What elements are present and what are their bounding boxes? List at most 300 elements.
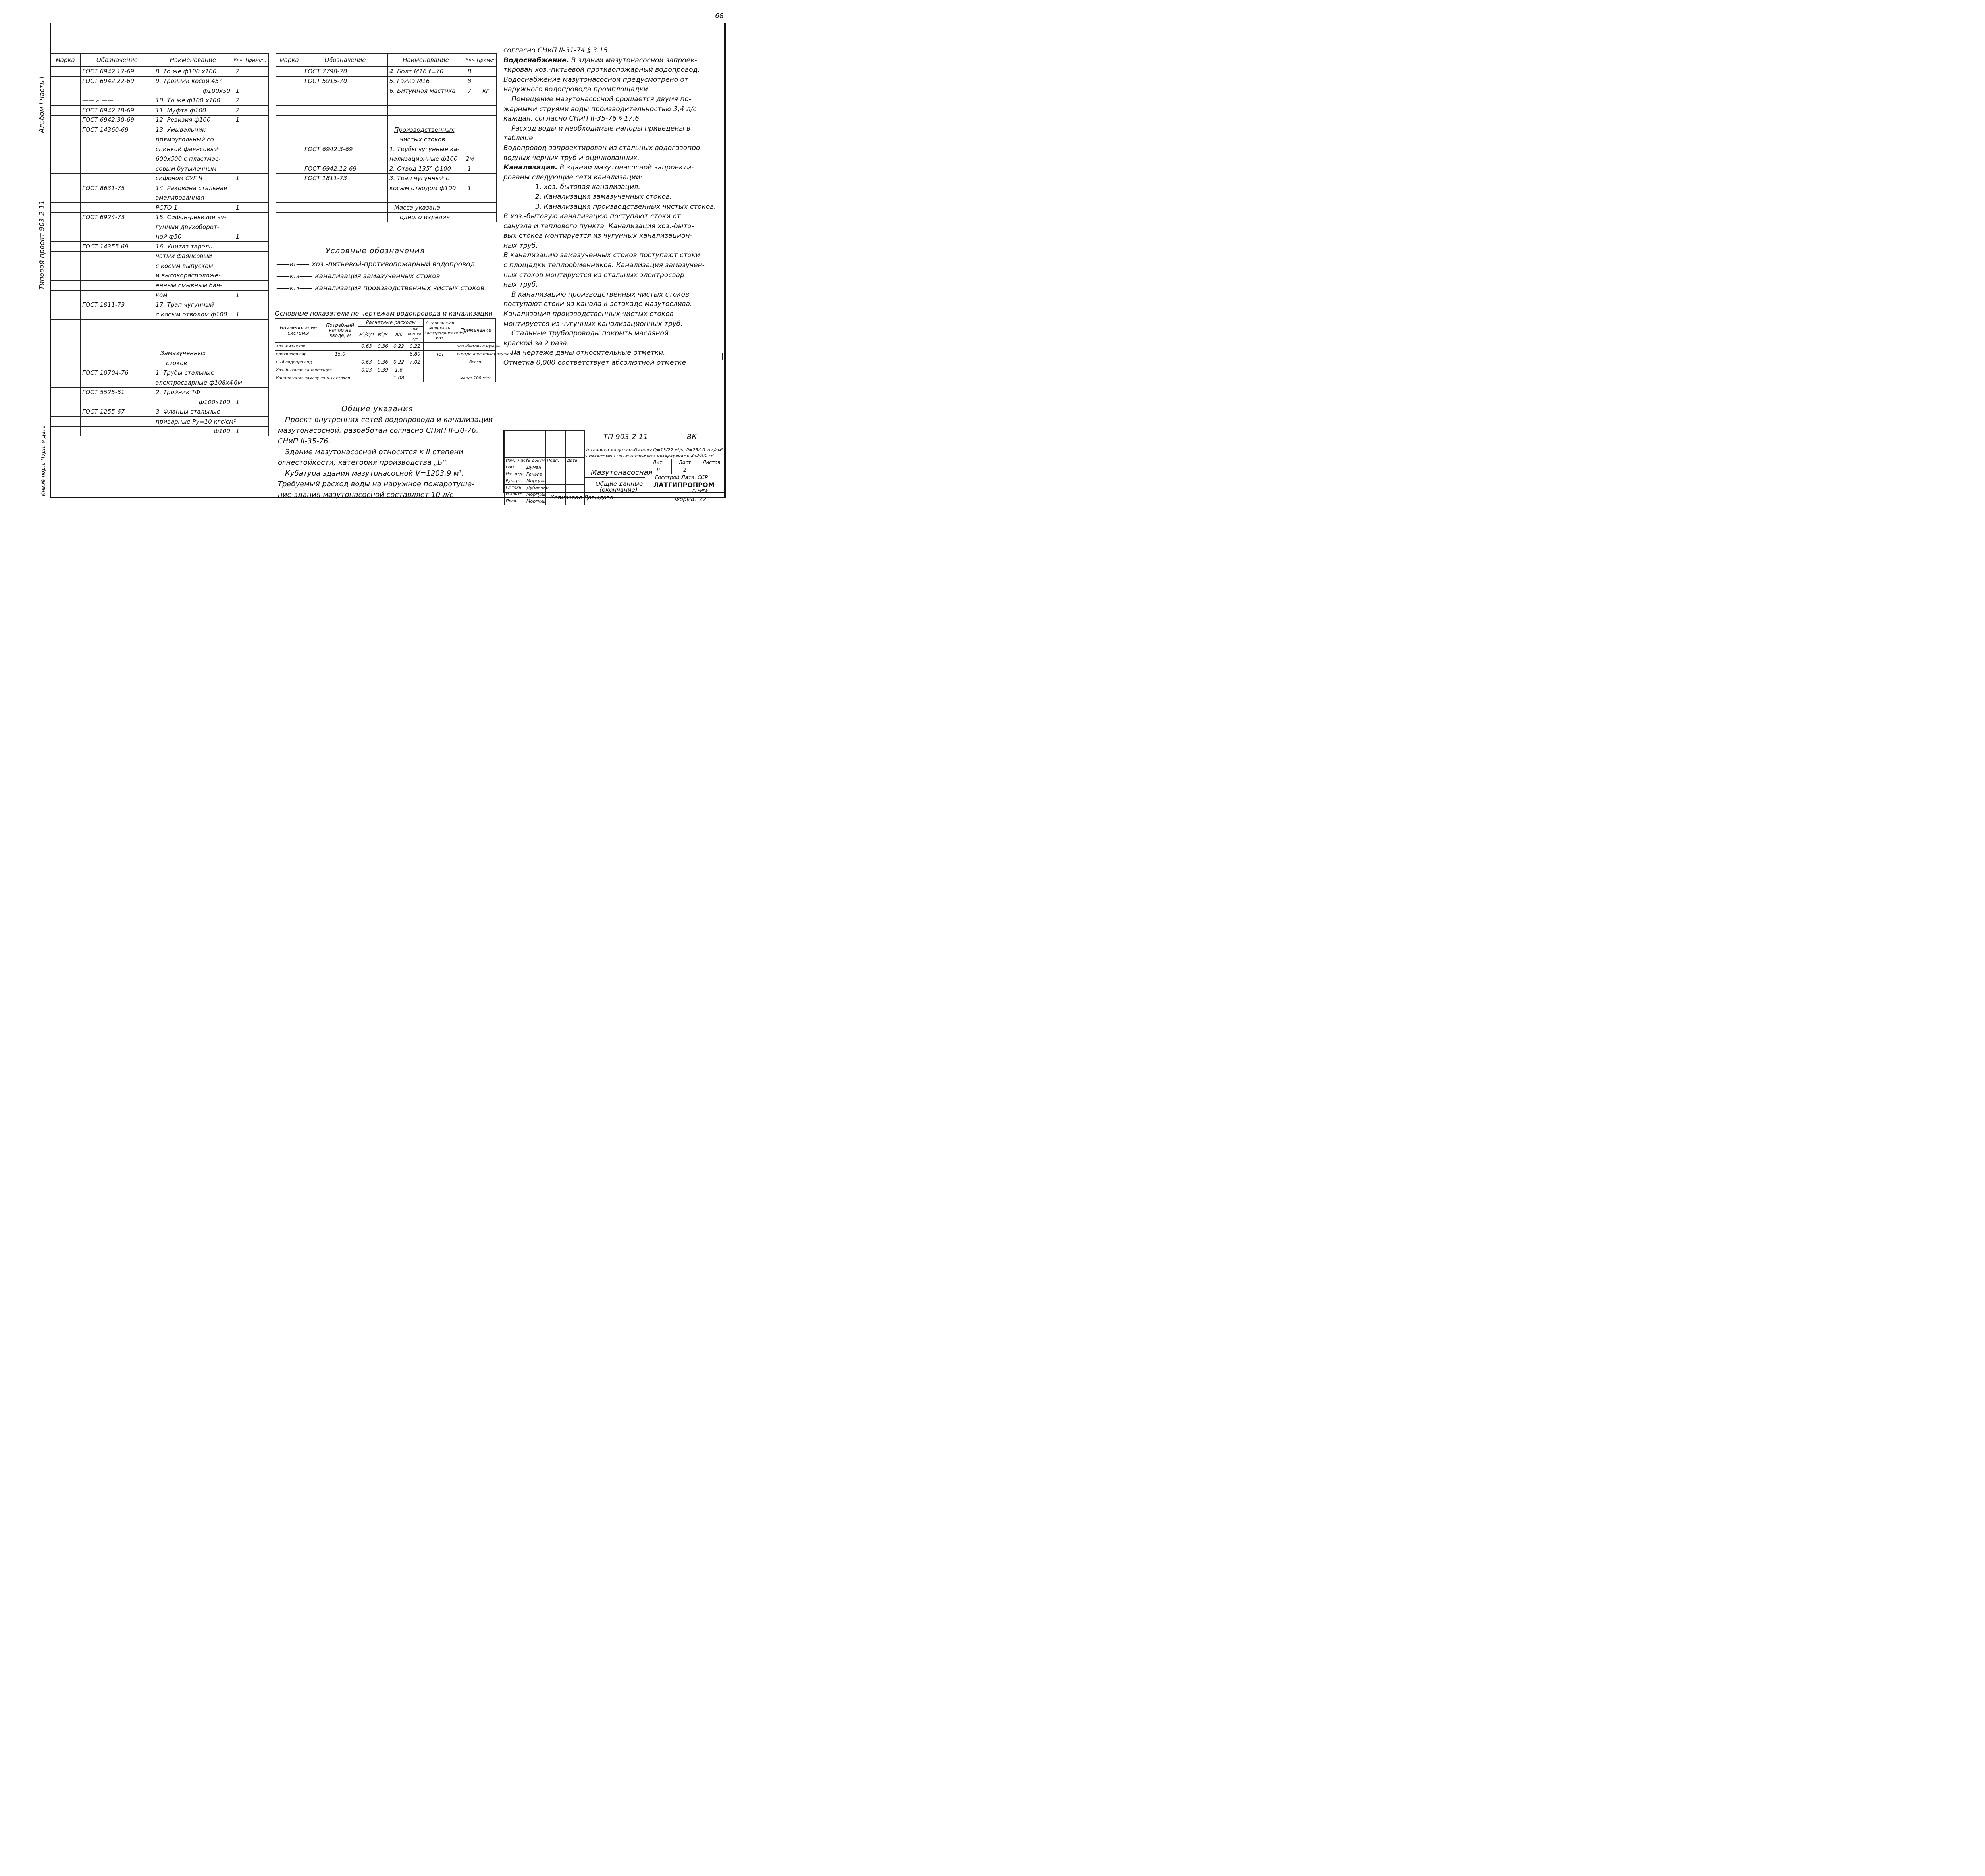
col-mark: марка <box>276 54 303 67</box>
cell-mark <box>50 300 81 310</box>
cell-mark <box>50 290 81 300</box>
indicator-row <box>275 343 496 351</box>
stamp-org1: Госстрой Латв. ССР <box>655 475 708 481</box>
cell-qty: 1 <box>464 183 475 193</box>
spec-row <box>50 135 269 144</box>
col-name: Наименование <box>388 54 464 67</box>
cell-note <box>475 144 497 154</box>
cell-name: 1. Трубы чугунные ка- <box>388 144 464 154</box>
cell-qty <box>232 271 243 281</box>
right-notes <box>503 46 720 368</box>
cell-designation: ГОСТ 6942.22-69 <box>81 76 154 86</box>
stamp-org2: ЛАТГИПРОПРОМ <box>653 481 715 489</box>
cell-mark <box>276 173 303 183</box>
hdr-ls: л/с <box>391 327 407 343</box>
stamp-role: Рук.гр. <box>505 478 525 485</box>
cell-qty <box>232 320 243 329</box>
spec-row <box>276 96 497 106</box>
right-note-line: каждая, согласно СНиП II-35-76 § 17.6. <box>503 115 642 123</box>
cell-qty <box>232 300 243 310</box>
cell-qty <box>232 222 243 232</box>
cell-name <box>154 320 232 329</box>
right-note-line: Водоснабжение мазутонасосной предусмотрено от <box>503 75 688 84</box>
spec-row <box>50 193 269 203</box>
cell-designation <box>81 290 154 300</box>
stamp-date <box>566 464 585 471</box>
cell-designation: ГОСТ 6942.3-69 <box>303 144 388 154</box>
indicator-m3h <box>375 374 391 382</box>
cell-designation: ГОСТ 10704-76 <box>81 368 154 378</box>
cell-mark <box>50 67 81 77</box>
spec-row <box>50 154 269 164</box>
cell-mark <box>50 349 81 358</box>
cell-mark <box>276 125 303 135</box>
cell-mark <box>276 212 303 222</box>
spec-row <box>50 125 269 135</box>
cell-name: ком <box>154 290 232 300</box>
general-line: СНиП II-35-76. <box>278 437 331 445</box>
cell-mark <box>50 310 81 320</box>
right-note-line: ных стоков монтируется из стальных электросвар- <box>503 271 687 279</box>
cell-note <box>243 261 269 271</box>
spec-row <box>50 290 269 300</box>
cell-designation <box>81 417 154 427</box>
cell-note <box>243 281 269 291</box>
cell-designation: ГОСТ 14360-69 <box>81 125 154 135</box>
section-heading: Канализация. <box>503 164 558 172</box>
cell-mark <box>50 232 81 242</box>
cell-name: 14. Раковина стальная <box>154 183 232 193</box>
spec-row <box>276 212 497 222</box>
cell-designation: ГОСТ 7798-70 <box>303 67 388 77</box>
spec-row <box>50 349 269 358</box>
cell-note <box>243 164 269 174</box>
indicator-head <box>322 343 358 351</box>
cell-note <box>243 125 269 135</box>
stamp-date <box>566 485 585 491</box>
indicator-m3day: 0.63 <box>358 343 375 351</box>
cell-note <box>475 106 497 116</box>
cell-note <box>243 368 269 378</box>
cell-mark <box>276 86 303 96</box>
cell-mark <box>50 164 81 174</box>
cell-note <box>243 173 269 183</box>
cell-mark <box>50 96 81 106</box>
cell-designation <box>303 125 388 135</box>
cell-qty <box>232 261 243 271</box>
cell-qty: 1 <box>232 232 243 242</box>
col-note: Примеч. <box>243 54 269 67</box>
cell-name: 2. Отвод 135° ф100 <box>388 164 464 174</box>
cell-designation: ГОСТ 5525-61 <box>81 387 154 397</box>
right-note-line: Канализация. В здании мазутонасосной запроекти- <box>503 164 694 172</box>
cell-designation <box>81 358 154 368</box>
indicator-note: мазут 100 мг/л <box>456 374 496 382</box>
cell-mark <box>50 417 81 427</box>
cell-qty: 1 <box>232 203 243 213</box>
right-note-line: Водопровод запроектирован из стальных водогазопро- <box>503 144 703 152</box>
cell-name: прямоугольный со <box>154 135 232 144</box>
cell-name: ф100 <box>154 426 232 436</box>
general-line: Требуемый расход воды на наружное пожаротуше- <box>278 480 474 488</box>
cell-designation <box>303 135 388 144</box>
indicator-note <box>456 366 496 374</box>
cell-designation <box>81 173 154 183</box>
spec-row <box>50 339 269 349</box>
stamp-code: ТП 903-2-11 <box>603 433 648 441</box>
indicator-system: Хоз.-бытовая канализация <box>275 366 322 374</box>
cell-note <box>243 397 269 407</box>
legend-item: ——К13—— канализация замазученных стоков <box>276 272 440 280</box>
cell-note <box>475 212 497 222</box>
stamp-description: Установка мазутоснабжения Q=13/22 м³/ч, Р=25/10 кгс/см² с наземными металлическими резервуарами 2х3000 м³ <box>585 447 724 458</box>
cell-note <box>243 310 269 320</box>
cell-note: кг <box>475 86 497 96</box>
cell-name: 9. Тройник косой 45° <box>154 76 232 86</box>
cell-name: электросварные ф108х4 <box>154 378 232 388</box>
right-note-line: В хоз.-бытовую канализацию поступают стоки от <box>503 212 681 221</box>
stamp-date <box>566 471 585 478</box>
cell-qty <box>464 193 475 203</box>
stamp-name: Дубаенко <box>525 485 546 491</box>
indicator-note: Всего: <box>456 358 496 366</box>
general-line: Здание мазутонасосной относится к II степени <box>285 448 463 456</box>
indicator-m3h: 0.36 <box>375 358 391 366</box>
right-note-line: Расход воды и необходимые напоры приведены в <box>511 124 691 133</box>
cell-designation <box>81 329 154 339</box>
cell-qty <box>464 106 475 116</box>
stamp-lit: Р <box>645 466 672 474</box>
indicator-m3h: 0.36 <box>375 343 391 351</box>
indicator-power <box>424 343 456 351</box>
indicator-row <box>275 358 496 366</box>
indicator-m3day: 0.23 <box>358 366 375 374</box>
cell-designation <box>303 96 388 106</box>
stamp-mark: ВК <box>687 433 697 441</box>
spec-row <box>276 164 497 174</box>
right-note-line: На чертеже даны относительные отметки. <box>511 349 665 357</box>
spec-row <box>50 329 269 339</box>
left-spec-table <box>50 53 269 436</box>
cell-qty <box>232 135 243 144</box>
spec-row <box>50 232 269 242</box>
cell-mark <box>276 164 303 174</box>
cell-mark <box>276 135 303 144</box>
spec-row <box>50 300 269 310</box>
cell-mark <box>276 203 303 213</box>
copied-by: Копировал Давыдова <box>550 495 613 501</box>
cell-name: нализационные ф100 <box>388 154 464 164</box>
cell-qty <box>232 251 243 261</box>
cell-qty <box>232 144 243 154</box>
cell-note <box>243 76 269 86</box>
spec-row <box>276 135 497 144</box>
cell-mark <box>50 203 81 213</box>
spec-row <box>276 183 497 193</box>
cell-designation <box>303 212 388 222</box>
cell-name: одного изделия <box>388 212 464 222</box>
cell-name: 15. Сифон-ревизия чу- <box>154 212 232 222</box>
cell-designation <box>81 135 154 144</box>
spec-row <box>50 173 269 183</box>
cell-note <box>475 96 497 106</box>
cell-designation: ГОСТ 6942.28-69 <box>81 106 154 116</box>
cell-name: спинкой фаянсовый <box>154 144 232 154</box>
right-note-line: 3. Канализация производственных чистых стоков. <box>535 202 716 211</box>
hdr-note: Примечание <box>456 319 496 343</box>
spec-row <box>50 212 269 222</box>
indicators-table <box>275 318 517 382</box>
cell-qty: 2 <box>232 106 243 116</box>
cell-name <box>388 193 464 203</box>
spec-row <box>50 144 269 154</box>
cell-designation <box>303 203 388 213</box>
indicators-title: Основные показатели по чертежам водопровода и канализации <box>275 310 493 317</box>
cell-name: приварные Ру=10 кгс/см² <box>154 417 232 427</box>
cell-designation: ГОСТ 1255-67 <box>81 407 154 417</box>
right-note-line: ных труб. <box>503 281 538 289</box>
cell-designation: ГОСТ 6942.12-69 <box>303 164 388 174</box>
spec-row <box>50 251 269 261</box>
cell-qty: 1 <box>232 86 243 96</box>
cell-note <box>475 154 497 164</box>
col-qty: Кол. <box>232 54 243 67</box>
legend-line-k13: ——К13—— <box>276 272 313 280</box>
cell-designation: ГОСТ 6942.17-69 <box>81 67 154 77</box>
indicator-fire: 6.80 <box>407 351 424 358</box>
right-note-line: поступают стоки из канала к эстакаде мазутослива. <box>503 300 692 308</box>
spec-row <box>50 387 269 397</box>
stamp-hline <box>584 477 645 478</box>
indicator-fire <box>407 374 424 382</box>
cell-mark <box>50 115 81 125</box>
cell-mark <box>276 96 303 106</box>
cell-note <box>475 183 497 193</box>
stamp-name: Думан <box>525 464 546 471</box>
cell-mark <box>50 368 81 378</box>
cell-note <box>243 387 269 397</box>
spec-row <box>276 86 497 96</box>
right-note-line: 1. хоз.-бытовая канализация. <box>535 183 640 191</box>
stamp-name: Моргуль <box>525 478 546 485</box>
cell-designation: ГОСТ 14355-69 <box>81 242 154 252</box>
cell-mark <box>50 183 81 193</box>
spec-row <box>50 96 269 106</box>
cell-note <box>243 290 269 300</box>
cell-designation <box>81 144 154 154</box>
spec-row <box>50 281 269 291</box>
cell-name: 2. Тройник ТФ <box>154 387 232 397</box>
cell-mark <box>276 115 303 125</box>
stamp-signature <box>546 471 566 478</box>
cell-designation: ГОСТ 6942.30-69 <box>81 115 154 125</box>
col-designation: Обозначение <box>81 54 154 67</box>
stamp-person-row <box>505 485 585 491</box>
cell-mark <box>276 183 303 193</box>
cell-mark <box>50 271 81 281</box>
cell-note <box>243 106 269 116</box>
indicator-ls: 0.22 <box>391 343 407 351</box>
cell-note <box>243 232 269 242</box>
indicator-m3h: 0.39 <box>375 366 391 374</box>
indicator-fire: 7.02 <box>407 358 424 366</box>
right-note-line: наружного водопровода промплощадки. <box>503 85 650 94</box>
cell-name: 17. Трап чугунный <box>154 300 232 310</box>
cell-name: РСТО-1 <box>154 203 232 213</box>
stamp-person-row <box>505 478 585 485</box>
hdr-system: Наименование системы <box>275 319 322 343</box>
cell-designation <box>81 339 154 349</box>
cell-designation <box>81 261 154 271</box>
cell-mark <box>50 387 81 397</box>
cell-qty <box>232 339 243 349</box>
stamp-name: Моргуль <box>525 491 546 498</box>
page-number: 68 <box>711 11 727 21</box>
indicator-head: 15.0 <box>322 351 358 358</box>
cell-mark <box>50 339 81 349</box>
cell-designation <box>303 154 388 164</box>
stamp-sheet-title-1: Общие данные <box>596 480 643 487</box>
right-note-line: таблице. <box>503 134 536 143</box>
cell-designation: ГОСТ 1811-73 <box>81 300 154 310</box>
indicator-system: противопожар- <box>275 351 322 358</box>
cell-qty <box>464 203 475 213</box>
stamp-date <box>566 478 585 485</box>
stamp-role: Н.контр. <box>505 491 525 498</box>
cell-name: совым бутылочным <box>154 164 232 174</box>
right-note-line: В канализацию замазученных стоков поступают стоки <box>503 251 700 260</box>
cell-mark <box>50 154 81 164</box>
cell-name <box>154 339 232 349</box>
cell-name: 1. Трубы стальные <box>154 368 232 378</box>
cell-qty <box>232 349 243 358</box>
spec-row <box>276 76 497 86</box>
spec-row <box>50 106 269 116</box>
revision-head-row: Изм. Лист № докум. Подп. Дата <box>505 458 585 464</box>
cell-mark <box>50 378 81 388</box>
stamp-org3: г. Рига <box>692 488 708 493</box>
cell-name: 8. То же ф100 х100 <box>154 67 232 77</box>
cell-note <box>475 115 497 125</box>
stamp-signature <box>546 478 566 485</box>
cell-mark <box>50 281 81 291</box>
general-line: огнестойкости, категория производства „Б“. <box>278 458 449 467</box>
indicator-row <box>275 366 496 374</box>
cell-mark <box>50 86 81 96</box>
cell-mark <box>50 193 81 203</box>
cell-mark <box>50 144 81 154</box>
cell-note <box>243 144 269 154</box>
spec-row <box>50 76 269 86</box>
cell-note <box>475 76 497 86</box>
cell-mark <box>276 193 303 203</box>
cell-note <box>243 67 269 77</box>
cell-name: ф100х50 <box>154 86 232 96</box>
hdr-power: Установочная мощность электродвигателей, кВт <box>424 319 456 343</box>
col-designation: Обозначение <box>303 54 388 67</box>
cell-mark <box>276 144 303 154</box>
right-note-line: жарными струями воды производительностью 3,4 л/с <box>503 105 697 113</box>
cell-qty <box>464 212 475 222</box>
cell-qty <box>232 154 243 164</box>
legend <box>276 260 484 295</box>
right-note-line: В канализацию производственных чистых стоков <box>511 290 689 299</box>
cell-name: сифоном СУГ Ч <box>154 173 232 183</box>
frame-top-right-rule <box>725 23 726 498</box>
indicators-header-1 <box>275 319 496 327</box>
right-spec-header <box>276 54 497 67</box>
indicator-ls <box>391 351 407 358</box>
cell-qty: 8 <box>464 76 475 86</box>
section-heading: Водоснабжение. <box>503 56 569 64</box>
general-line: ние здания мазутонасосной составляет 10 л/с <box>278 491 454 499</box>
cell-mark <box>50 106 81 116</box>
cell-designation <box>81 397 154 407</box>
cell-name: косым отводом ф100 <box>388 183 464 193</box>
spec-row <box>50 203 269 213</box>
cell-qty: 6м <box>232 378 243 388</box>
hdr-fire: при пожаре л/с <box>407 327 424 343</box>
side-label-project: Типовой проект 903-2-11 <box>38 200 46 290</box>
cell-mark <box>50 407 81 417</box>
cell-qty <box>464 173 475 183</box>
right-note-line: Канализация производственных чистых стоков <box>503 310 674 318</box>
cell-name: 12. Ревизия ф100 <box>154 115 232 125</box>
cell-designation <box>81 378 154 388</box>
indicator-power <box>424 374 456 382</box>
right-note-line: вых стоков монтируется из чугунных канализацион- <box>503 232 692 240</box>
cell-note <box>243 300 269 310</box>
hdr-m3day: м³/сут <box>358 327 375 343</box>
cell-note <box>243 320 269 329</box>
cell-qty: 1 <box>232 426 243 436</box>
indicator-head <box>322 358 358 366</box>
cell-note <box>243 203 269 213</box>
general-title: Общие указания <box>341 404 413 413</box>
col-note: Примеч. <box>475 54 497 67</box>
spec-row <box>50 426 269 436</box>
spec-row <box>50 358 269 368</box>
legend-item: ——В1—— хоз.-питьевой-противопожарный водопровод <box>276 260 475 268</box>
cell-name: Замазученных <box>154 349 232 358</box>
col-mark: марка <box>50 54 81 67</box>
spec-row <box>50 368 269 378</box>
stamp-signature <box>546 485 566 491</box>
cell-qty: 8 <box>464 67 475 77</box>
right-note-line: ных труб. <box>503 241 538 250</box>
cell-mark <box>50 397 81 407</box>
cell-note <box>475 135 497 144</box>
revision-grid <box>504 430 585 505</box>
format: Формат 22 <box>675 496 707 503</box>
cell-note <box>475 125 497 135</box>
left-spec-header <box>50 54 269 67</box>
cell-mark <box>50 242 81 252</box>
stamp-role: Нач.отд. <box>505 471 525 478</box>
indicator-row <box>275 374 496 382</box>
indicator-row <box>275 351 496 358</box>
cell-mark <box>50 261 81 271</box>
spec-row <box>50 310 269 320</box>
cell-name: и высокорасположе- <box>154 271 232 281</box>
stamp-vline <box>584 459 585 494</box>
cell-designation <box>81 426 154 436</box>
cell-mark <box>50 329 81 339</box>
spec-row <box>276 67 497 77</box>
cell-name: Производственных <box>388 125 464 135</box>
spec-row <box>50 183 269 193</box>
cell-name: 13. Умывальник <box>154 125 232 135</box>
